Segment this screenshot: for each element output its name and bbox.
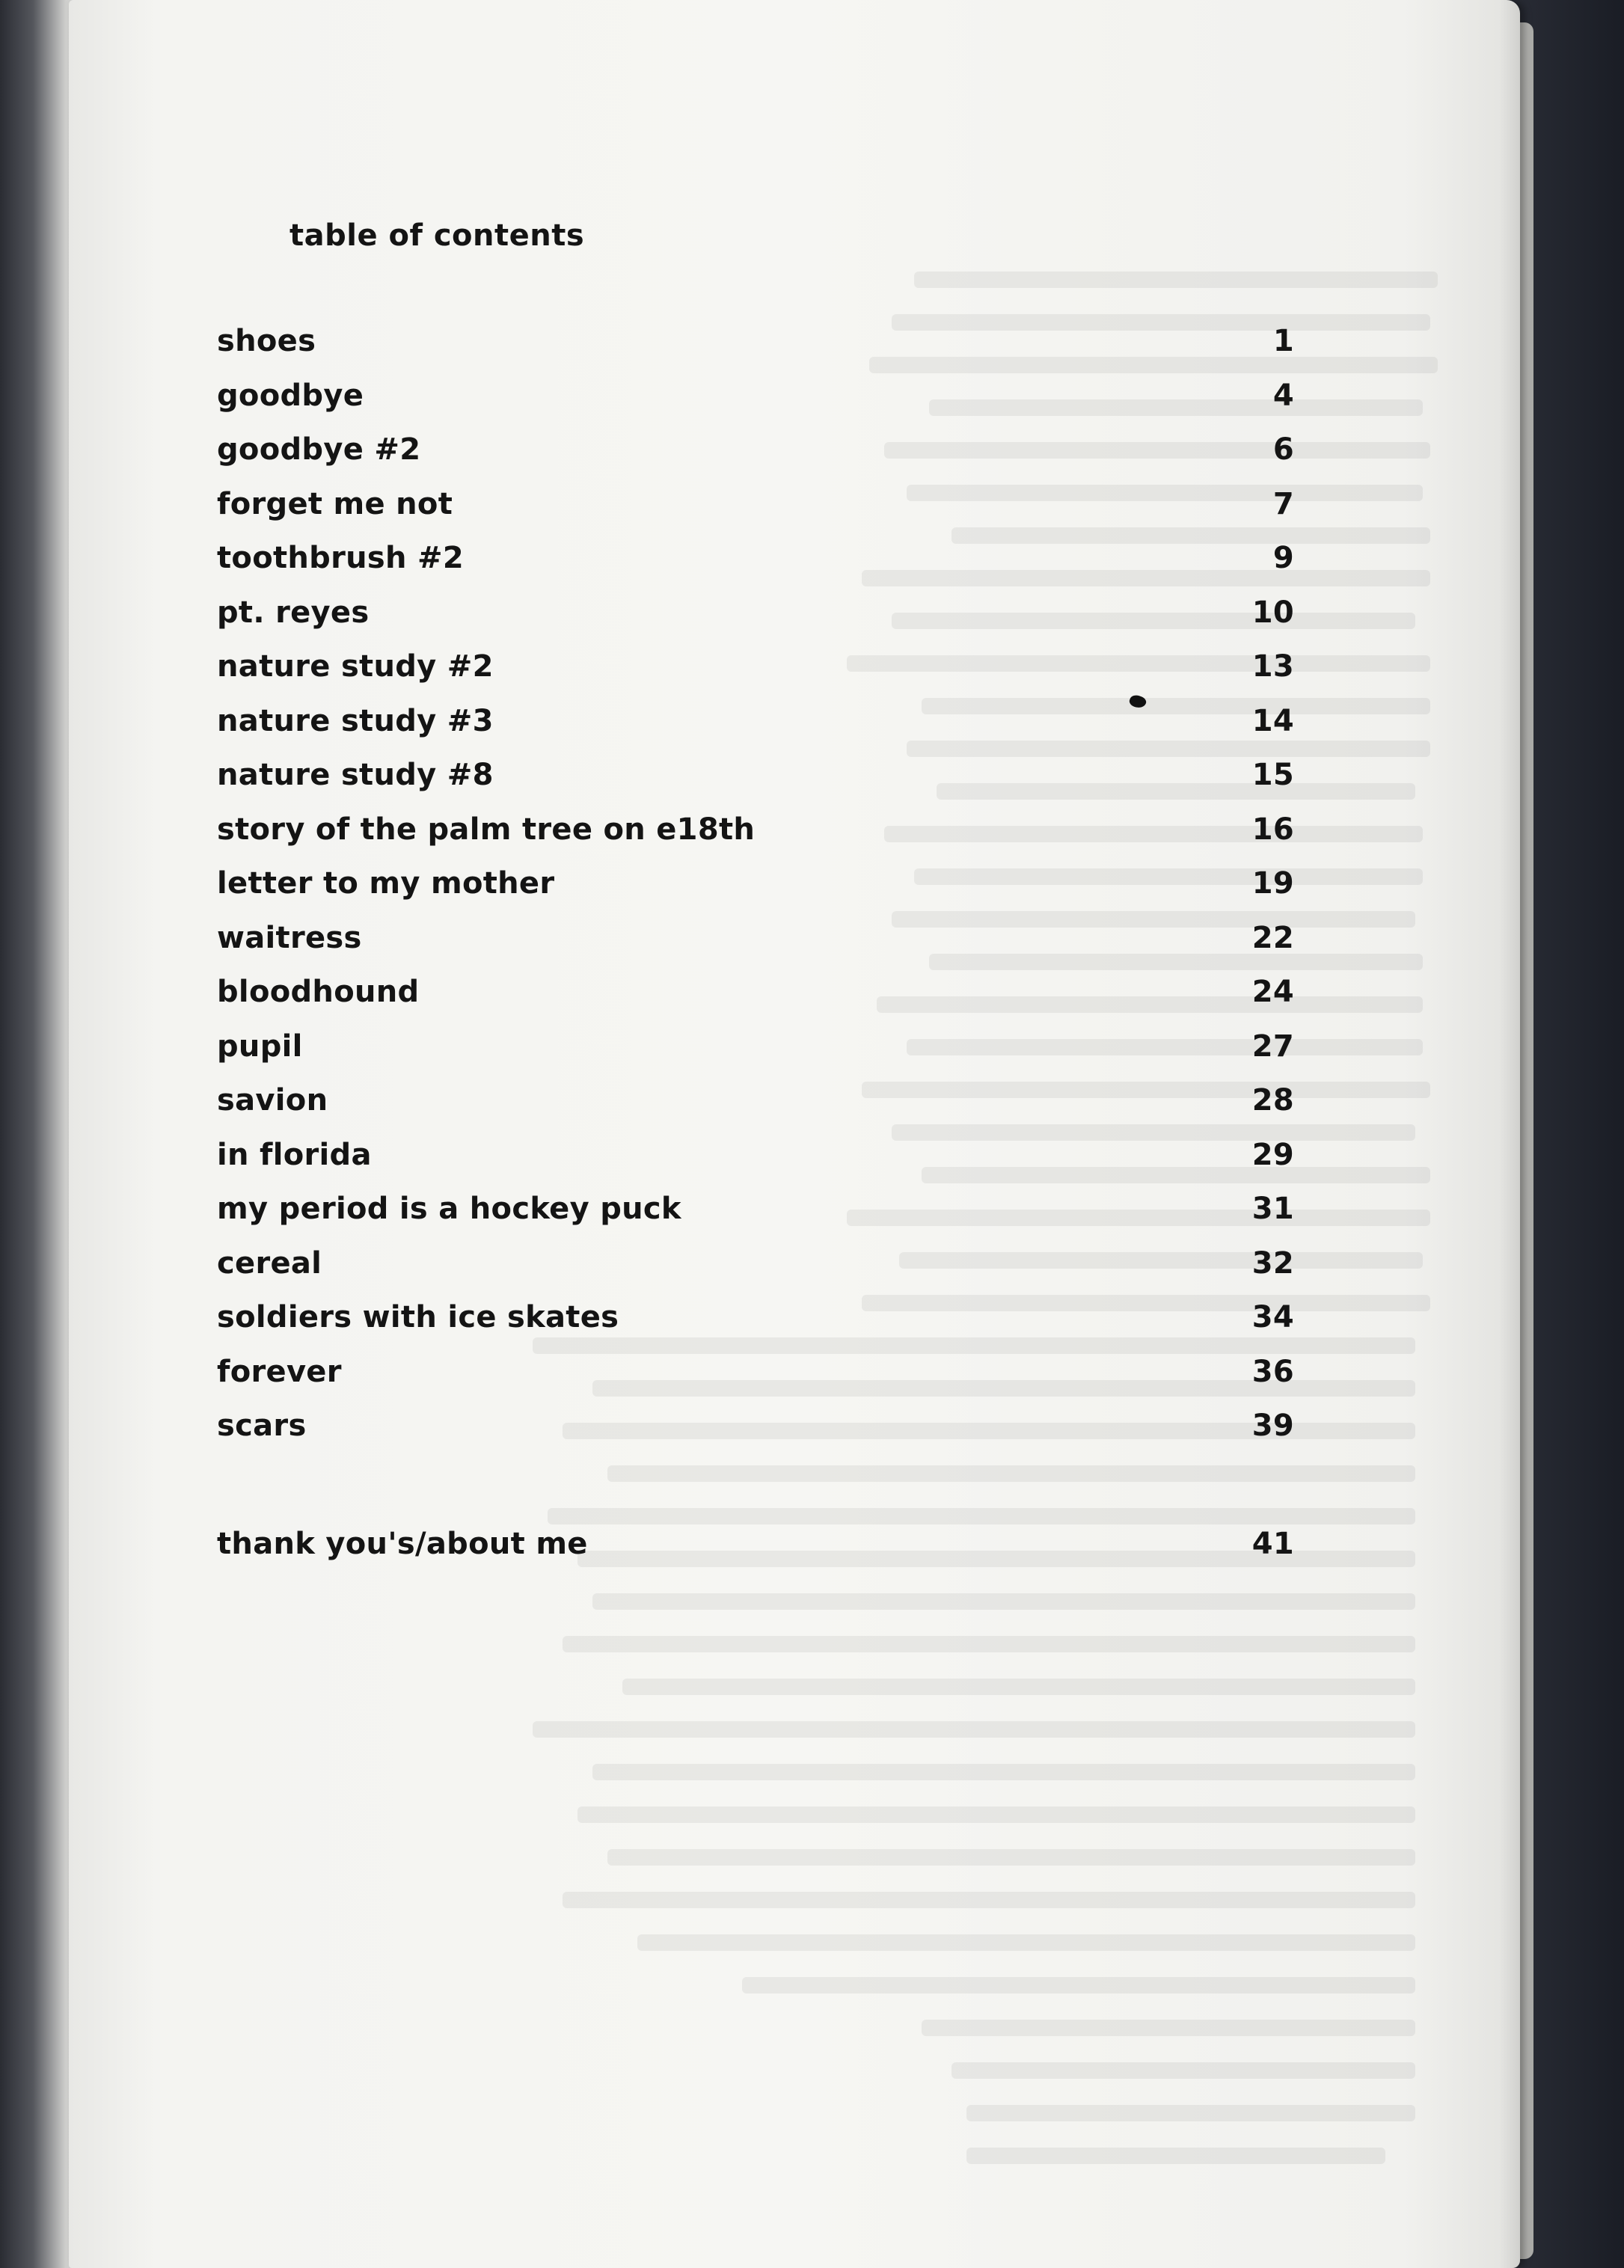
toc-entry [217, 1355, 1294, 1409]
entry-title: story of the palm tree on e18th [217, 812, 756, 847]
entry-page: 19 [1251, 866, 1294, 901]
entry-page: 10 [1251, 595, 1294, 630]
entry-page: 32 [1251, 1245, 1294, 1281]
entry-title: bloodhound [217, 975, 420, 1009]
entry-title: waitress [217, 920, 362, 955]
entry-title: scars [217, 1409, 307, 1443]
entry-page: 28 [1251, 1083, 1294, 1118]
toc-entry [217, 487, 1294, 542]
entry-title: pupil [217, 1029, 303, 1064]
entry-title: letter to my mother [217, 866, 555, 901]
page-edge-shadow [1499, 0, 1520, 2268]
toc-list [217, 324, 1294, 1581]
toc-entry [217, 866, 1294, 921]
entry-title: goodbye #2 [217, 432, 421, 467]
entry-title: cereal [217, 1245, 322, 1281]
toc-entry [217, 975, 1294, 1029]
entry-page: 9 [1272, 541, 1294, 575]
entry-title: nature study #8 [217, 758, 494, 792]
toc-entry [217, 378, 1294, 433]
entry-page: 6 [1272, 432, 1294, 467]
entry-title: goodbye [217, 378, 364, 413]
entry-title: my period is a hockey puck [217, 1192, 681, 1226]
entry-page: 27 [1251, 1029, 1294, 1064]
entry-page: 1 [1272, 324, 1294, 358]
entry-page: 41 [1251, 1526, 1294, 1561]
entry-page: 7 [1272, 486, 1294, 521]
entry-page: 16 [1251, 812, 1294, 847]
entry-title: nature study #3 [217, 703, 494, 738]
entry-page: 39 [1251, 1409, 1294, 1443]
entry-title: savion [217, 1083, 328, 1118]
entry-title: in florida [217, 1137, 372, 1172]
entry-page: 34 [1251, 1300, 1294, 1334]
entry-page: 31 [1251, 1192, 1294, 1226]
toc-entry [217, 1527, 1294, 1581]
toc-entry [217, 921, 1294, 975]
toc-entry [217, 1192, 1294, 1246]
entry-title: shoes [217, 324, 316, 358]
entry-page: 15 [1251, 758, 1294, 792]
entry-page: 13 [1251, 649, 1294, 684]
entry-page: 29 [1251, 1137, 1294, 1172]
toc-entry [217, 1083, 1294, 1138]
entry-title: soldiers with ice skates [217, 1300, 619, 1334]
toc-heading: table of contents [289, 218, 585, 253]
toc-entry [217, 595, 1294, 650]
toc-entry [217, 1300, 1294, 1355]
toc-entry [217, 1409, 1294, 1463]
entry-title: thank you's/about me [217, 1526, 588, 1561]
toc-entry [217, 704, 1294, 758]
entry-title: forever [217, 1354, 342, 1389]
entry-page: 4 [1272, 378, 1294, 413]
toc-entry [217, 1246, 1294, 1301]
entry-title: forget me not [217, 486, 453, 521]
entry-title: nature study #2 [217, 649, 494, 684]
toc-entry [217, 541, 1294, 595]
toc-entry [217, 812, 1294, 867]
toc-entry [217, 1138, 1294, 1192]
entry-title: pt. reyes [217, 595, 370, 630]
toc-entry [217, 1029, 1294, 1084]
toc-entry [217, 758, 1294, 812]
entry-page: 22 [1251, 920, 1294, 955]
toc-entry [217, 324, 1294, 378]
entry-page: 14 [1251, 703, 1294, 738]
entry-page: 36 [1251, 1354, 1294, 1389]
booklet-page [69, 0, 1520, 2268]
entry-title: toothbrush #2 [217, 541, 464, 575]
toc-entry [217, 432, 1294, 487]
entry-page: 24 [1251, 975, 1294, 1009]
